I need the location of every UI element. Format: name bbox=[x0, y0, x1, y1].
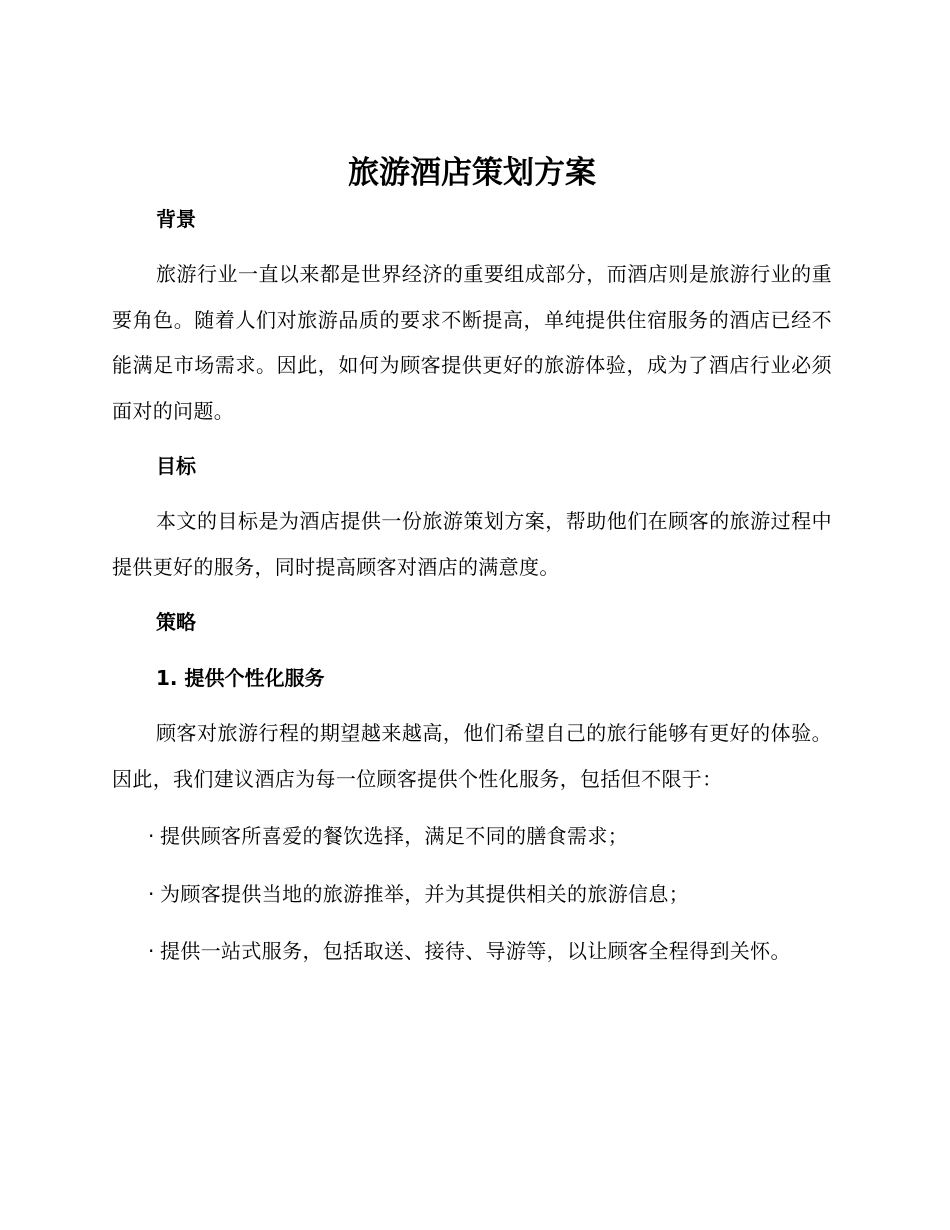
list-item bbox=[112, 929, 832, 975]
section-heading-goal: 目标 bbox=[156, 454, 196, 478]
section-heading-background: 背景 bbox=[156, 207, 196, 231]
bullet-icon: · bbox=[148, 939, 155, 963]
bullet-text: 为顾客提供当地的旅游推举，并为其提供相关的旅游信息； bbox=[160, 881, 690, 906]
bullet-text: 提供一站式服务，包括取送、接待、导游等，以让顾客全程得到关怀。 bbox=[160, 939, 791, 963]
document-title: 旅游酒店策划方案 bbox=[348, 155, 596, 191]
strategy-paragraph: 顾客对旅游行程的期望越来越高，他们希望自己的旅行能够有更好的体验。因此，我们建议酒店为每一位顾客提供个性化服务，包括但不限于： bbox=[112, 721, 832, 791]
document-content bbox=[112, 146, 832, 975]
strategy-subheading: 1. 提供个性化服务 bbox=[156, 666, 325, 690]
list-item bbox=[112, 872, 832, 918]
section-heading-strategy: 策略 bbox=[156, 610, 196, 634]
background-paragraph: 旅游行业一直以来都是世界经济的重要组成部分，而酒店则是旅游行业的重要角色。随着人们对旅游品质的要求不断提高，单纯提供住宿服务的酒店已经不能满足市场需求。因此，如何为顾客提供更好的旅游体验，成为了酒店行业必须面对的问题。 bbox=[112, 262, 832, 423]
bullet-icon: · bbox=[148, 824, 155, 848]
bullet-text: 提供顾客所喜爱的餐饮选择，满足不同的膳食需求； bbox=[160, 824, 629, 848]
goal-paragraph: 本文的目标是为酒店提供一份旅游策划方案，帮助他们在顾客的旅游过程中提供更好的服务，同时提高顾客对酒店的满意度。 bbox=[112, 509, 832, 579]
bullet-icon: · bbox=[148, 881, 155, 906]
list-item bbox=[112, 814, 832, 860]
